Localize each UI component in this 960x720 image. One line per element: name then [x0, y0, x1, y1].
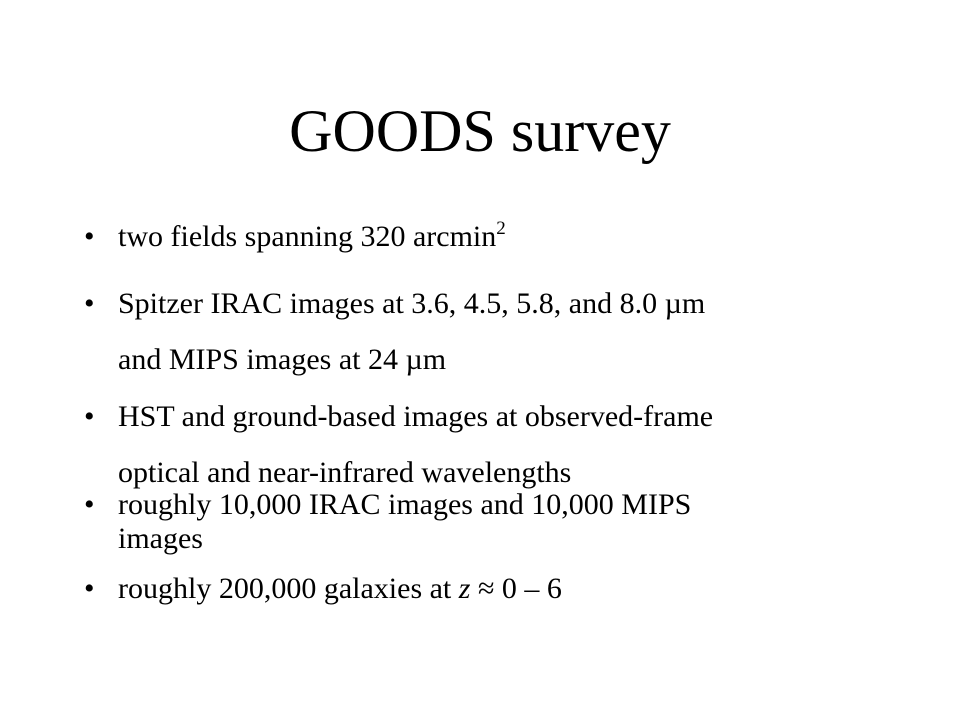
bullet-dot-icon: •	[84, 400, 95, 433]
bullet-text-prefix: roughly 200,000 galaxies at	[118, 572, 459, 605]
slide-title: GOODS survey	[289, 98, 671, 164]
bullet-line-1: Spitzer IRAC images at 3.6, 4.5, 5.8, and 8.0 µm	[118, 287, 706, 320]
bullet-text	[118, 488, 691, 556]
bullet-text	[118, 570, 562, 608]
bullet-text	[118, 218, 506, 256]
superscript-exponent: 2	[496, 218, 506, 239]
bullet-text	[118, 389, 713, 501]
bullet-line-2: optical and near-infrared wavelengths	[118, 456, 572, 489]
bullet-text-main: two fields spanning 320 arcmin	[118, 220, 497, 253]
bullet-dot-icon: •	[84, 287, 95, 320]
bullet-dot-icon: •	[84, 572, 95, 605]
bullet-line-1: roughly 10,000 IRAC images and 10,000 MIPS	[118, 488, 692, 521]
bullet-dot-icon: •	[84, 220, 95, 253]
bullet-text	[118, 276, 705, 388]
bullet-line-2: images	[118, 522, 203, 555]
bullet-text-suffix: ≈ 0 – 6	[470, 572, 562, 605]
redshift-variable: z	[458, 572, 471, 605]
bullet-dot-icon: •	[84, 488, 95, 521]
bullet-line-2: and MIPS images at 24 µm	[118, 343, 447, 376]
bullet-line-1: HST and ground-based images at observed-frame	[118, 400, 714, 433]
